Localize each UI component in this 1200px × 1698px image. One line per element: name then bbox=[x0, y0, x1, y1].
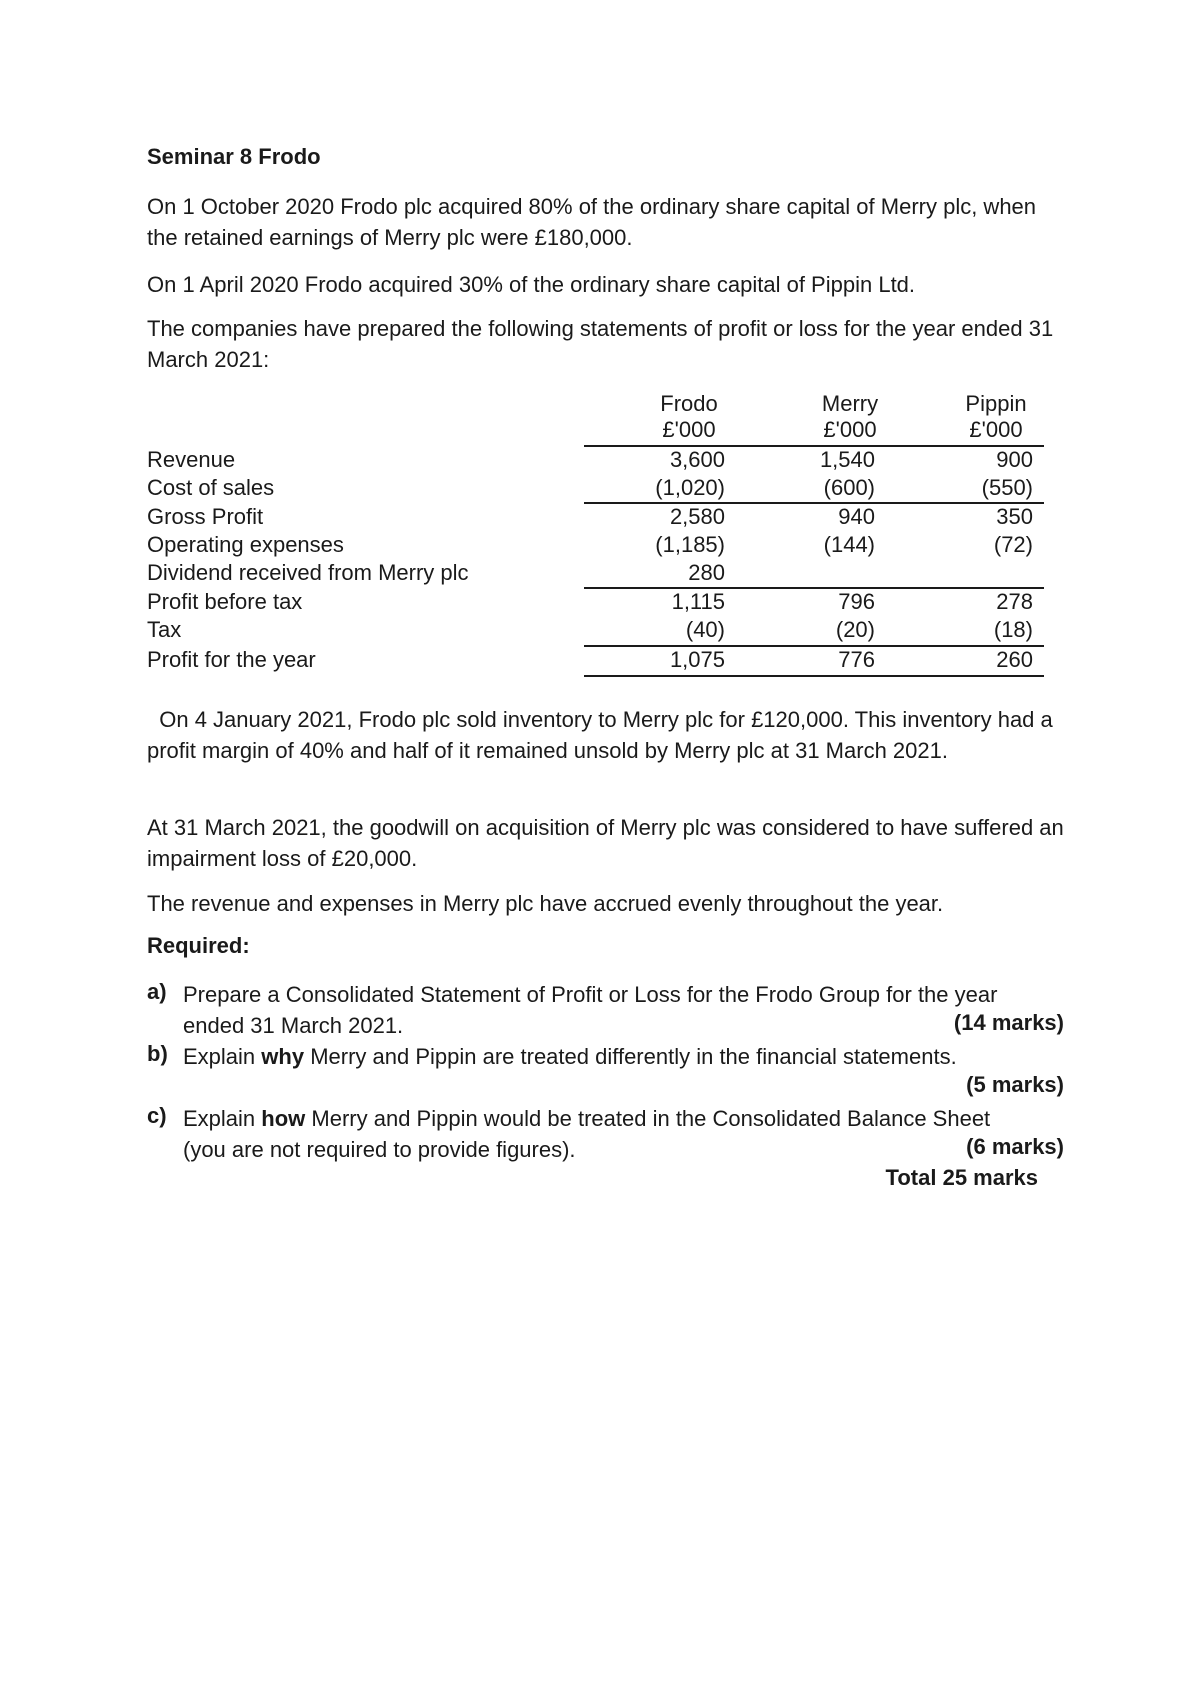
table-row bbox=[147, 647, 1044, 675]
question-marks: (14 marks) bbox=[953, 1010, 1064, 1035]
question-text-pre: Explain bbox=[183, 1106, 262, 1131]
row-label: Gross Profit bbox=[147, 504, 264, 529]
cell-frodo: 1,115 bbox=[671, 589, 725, 614]
row-label: Cost of sales bbox=[147, 475, 275, 500]
question-letter: c) bbox=[147, 1103, 167, 1128]
table-row bbox=[147, 475, 1044, 503]
table-row bbox=[147, 447, 1044, 475]
question-marks: (5 marks) bbox=[966, 1072, 1064, 1097]
cell-pippin: (18) bbox=[993, 617, 1033, 642]
required-heading: Required: bbox=[147, 933, 250, 958]
question-marks: (6 marks) bbox=[966, 1134, 1064, 1159]
cell-pippin: (72) bbox=[993, 532, 1033, 557]
table-row bbox=[147, 617, 1044, 645]
paragraph-acquisition-merry: On 1 October 2020 Frodo plc acquired 80% of the ordinary share capital of Merry plc, when the retained earnings of Merry plc were £180,000. bbox=[147, 194, 1037, 250]
column-header-merry: Merry bbox=[821, 391, 879, 416]
table-row bbox=[147, 532, 1044, 560]
paragraph-revenue-accrual: The revenue and expenses in Merry plc have accrued evenly throughout the year. bbox=[147, 891, 944, 916]
row-label: Profit for the year bbox=[147, 647, 316, 672]
cell-merry: (600) bbox=[823, 475, 875, 500]
cell-merry: (144) bbox=[823, 532, 875, 557]
cell-merry: (20) bbox=[835, 617, 875, 642]
question-text bbox=[183, 1103, 1031, 1165]
cell-frodo: (1,185) bbox=[655, 532, 725, 557]
paragraph-inventory-sale: On 4 January 2021, Frodo plc sold inventory to Merry plc for £120,000. This inventory had a profit margin of 40% and half of it remained unsold by Merry plc at 31 March 2021. bbox=[147, 707, 1059, 763]
cell-frodo: 2,580 bbox=[669, 504, 725, 529]
row-label: Revenue bbox=[147, 447, 236, 472]
paragraph-statements-intro: The companies have prepared the following statements of profit or loss for the year ended 31 March 2021: bbox=[147, 316, 1054, 372]
cell-frodo: 1,075 bbox=[669, 647, 725, 672]
column-unit-pippin: £'000 bbox=[969, 417, 1023, 442]
column-unit-frodo: £'000 bbox=[662, 417, 716, 442]
cell-frodo: (1,020) bbox=[655, 475, 725, 500]
question-text: Prepare a Consolidated Statement of Profit or Loss for the Frodo Group for the year ended 31 March 2021. bbox=[183, 982, 998, 1038]
row-label: Operating expenses bbox=[147, 532, 344, 557]
column-unit-merry: £'000 bbox=[823, 417, 877, 442]
paragraph-goodwill-impairment: At 31 March 2021, the goodwill on acquisition of Merry plc was considered to have suffered an impairment loss of £20,000. bbox=[147, 815, 1064, 871]
cell-frodo: 280 bbox=[688, 560, 725, 585]
row-label: Dividend received from Merry plc bbox=[147, 560, 469, 585]
total-rule bbox=[584, 675, 1044, 677]
cell-merry: 776 bbox=[838, 647, 875, 672]
paragraph-acquisition-pippin: On 1 April 2020 Frodo acquired 30% of the ordinary share capital of Pippin Ltd. bbox=[147, 272, 916, 297]
row-label: Tax bbox=[147, 617, 182, 642]
question-b bbox=[147, 1041, 1067, 1103]
total-marks: Total 25 marks bbox=[885, 1165, 1038, 1190]
column-header-pippin: Pippin bbox=[965, 391, 1027, 416]
cell-merry: 1,540 bbox=[819, 447, 875, 472]
cell-pippin: 350 bbox=[996, 504, 1033, 529]
question-emphasis: how bbox=[261, 1106, 306, 1131]
cell-merry: 796 bbox=[838, 589, 875, 614]
table-units-row bbox=[147, 417, 1044, 445]
cell-frodo: 3,600 bbox=[669, 447, 725, 472]
cell-frodo: (40) bbox=[685, 617, 725, 642]
cell-pippin: 278 bbox=[996, 589, 1033, 614]
page-title: Seminar 8 Frodo bbox=[147, 144, 321, 169]
table-row bbox=[147, 589, 1044, 617]
cell-pippin: 260 bbox=[996, 647, 1033, 672]
cell-pippin: (550) bbox=[981, 475, 1033, 500]
table-row bbox=[147, 504, 1044, 532]
question-c bbox=[147, 1103, 1067, 1165]
question-text-pre: Explain bbox=[183, 1044, 262, 1069]
question-letter: a) bbox=[147, 979, 167, 1004]
question-text bbox=[183, 1041, 1031, 1072]
column-header-frodo: Frodo bbox=[660, 391, 718, 416]
question-text-post: Merry and Pippin are treated differently in the financial statements. bbox=[304, 1044, 957, 1069]
question-emphasis: why bbox=[261, 1044, 305, 1069]
question-text-post: Merry and Pippin would be treated in the Consolidated Balance Sheet (you are not required to provide figures). bbox=[183, 1106, 991, 1162]
cell-pippin: 900 bbox=[996, 447, 1033, 472]
table-row bbox=[147, 560, 1044, 588]
question-a bbox=[147, 979, 1067, 1041]
question-letter: b) bbox=[147, 1041, 168, 1066]
cell-merry: 940 bbox=[838, 504, 875, 529]
table-header-row bbox=[147, 391, 1044, 419]
row-label: Profit before tax bbox=[147, 589, 303, 614]
